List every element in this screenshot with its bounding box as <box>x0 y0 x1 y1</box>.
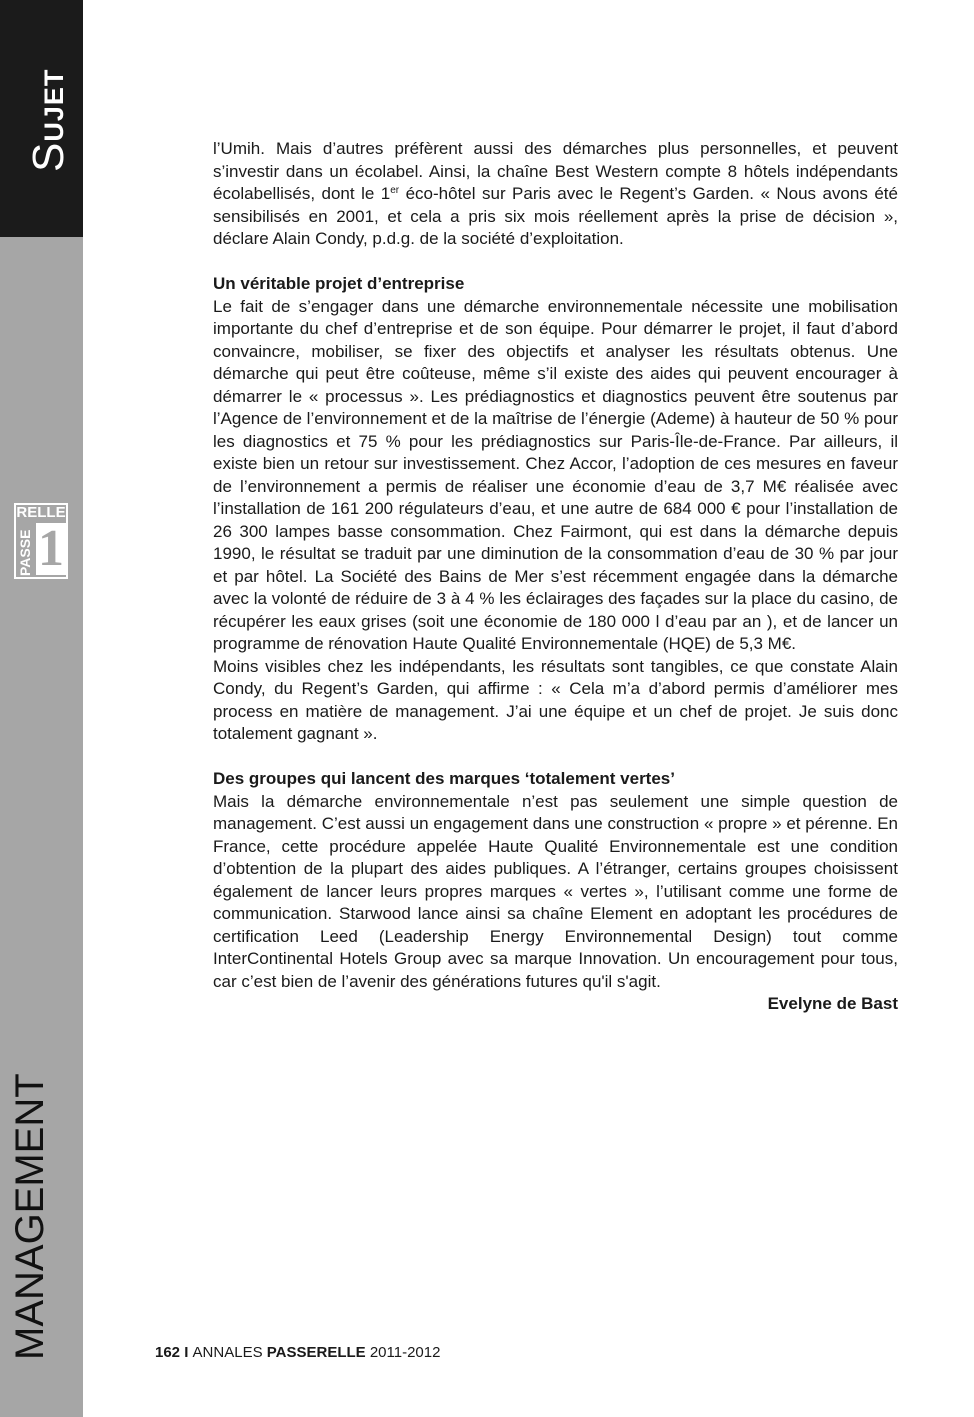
logo-side-text: PASSE <box>17 529 33 576</box>
passerelle-logo <box>14 503 68 579</box>
heading-marques-vertes: Des groupes qui lancent des marques ‘totalement vertes’ <box>213 769 675 788</box>
footer-separator: I <box>180 1344 193 1361</box>
sujet-initial: S <box>24 141 73 172</box>
ordinal-superscript: er <box>390 185 400 196</box>
logo-top-text: RELLE <box>16 504 66 521</box>
section-label-management: MANAGEMENT <box>8 1073 52 1360</box>
author-signature: Evelyne de Bast <box>767 994 898 1013</box>
paragraph-intro <box>213 138 898 251</box>
spacer <box>213 746 898 769</box>
logo-number: 1 <box>38 520 64 577</box>
article-body <box>213 138 898 1016</box>
section-label-sujet <box>24 69 74 172</box>
footer-brand: PASSERELLE <box>266 1344 366 1361</box>
paragraph-projet: Le fait de s’engager dans une démarche environnementale nécessite une mobilisation importante du chef d’entreprise et de son équipe. Pour démarrer le projet, il faut d’abord convaincre, mobiliser, se fixer des objectifs et analyser les résultats obtenus. Une démarche qui peut être coûteuse, même s’il existe des aides qui peuvent encourager à démarrer le « processus ». Les prédiagnostics et diagnostics peuvent être soutenus par l’Agence de l’environnement et de la maîtrise de l’énergie (Ademe) à hauteur de 50 % pour les diagnostics et 75 % pour les prédiagnostics sur Paris-Île-de-France. Par ailleurs, il existe bien un retour sur investissement. Chez Accor, l’adoption de ces mesures en faveur de l’environnement a permis de réaliser une économie d’eau de 3,7 M€ réalisée avec l’installation de 161 200 régulateurs d’eau, et une autre de 684 000 € pour l’installation de 26 300 lampes basse consommation. Chez Fairmont, qui est dans la démarche depuis 1990, le résultat se traduit par une diminution de la consommation d’eau de 30 % par jour et par hôtel. La Société des Bains de Mer s’est récemment engagée dans la démarche avec la volonté de réduire de 3 à 4 % les éclairages des façades sur la place du casino, de récupérer les eaux grises (soit une économie de 180 000 l d’eau par an ), et de lancer un programme de rénovation Haute Qualité Environnementale (HQE) de 5,3 M€. <box>213 296 898 653</box>
heading-projet-entreprise: Un véritable projet d’entreprise <box>213 274 465 293</box>
paragraph-marques: Mais la démarche environnementale n’est pas seulement une simple question de management. C’est aussi un engagement dans une construction « propre » et pérenne. En France, cette procédure appelée Haute Qualité Environnementale est une condition d’obtention de la plupart des aides publiques. A l’étranger, certains groupes choisissent également de lancer leurs propres marques « vertes », l’utilisant comme une forme de communication. Starwood lance ainsi sa chaîne Element en adoptant les procédures de certification Leed (Leadership Energy Environnemental Design) tout comme InterContinental Hotels Group avec sa marque Innovation. Un encouragement pour tous, car c’est bien de l’avenir des générations futures qu'il s'agit. <box>213 791 898 991</box>
sujet-rest: ujet <box>30 68 72 142</box>
spacer <box>213 251 898 274</box>
footer-annales: ANNALES <box>192 1344 267 1361</box>
page-number: 162 <box>155 1344 181 1361</box>
page-footer <box>155 1344 440 1361</box>
footer-year: 2011-2012 <box>365 1344 441 1361</box>
paragraph-intro-part2: éco-hôtel sur Paris avec le Regent’s Garden. « Nous avons été sensibilisés en 2001, et cela a pris six mois réellement après la prise de décision », déclare Alain Condy, p.d.g. de la société d’exploitation. <box>213 184 898 248</box>
paragraph-intro-part1: l’Umih. Mais d’autres préfèrent aussi des démarches plus personnelles, et peuvent s’investir dans un écolabel. Ainsi, la chaîne Best Western compte 8 hôtels indépendants écolabellisés, dont le 1 <box>213 139 898 203</box>
paragraph-independants: Moins visibles chez les indépendants, les résultats sont tangibles, ce que constate Alain Condy, du Regent’s Garden, qui affirme : « Cela m’a d’abord permis d’améliorer mes process en matière de management. J’ai une équipe et un chef de projet. Je suis donc totalement gagnant ». <box>213 656 898 743</box>
